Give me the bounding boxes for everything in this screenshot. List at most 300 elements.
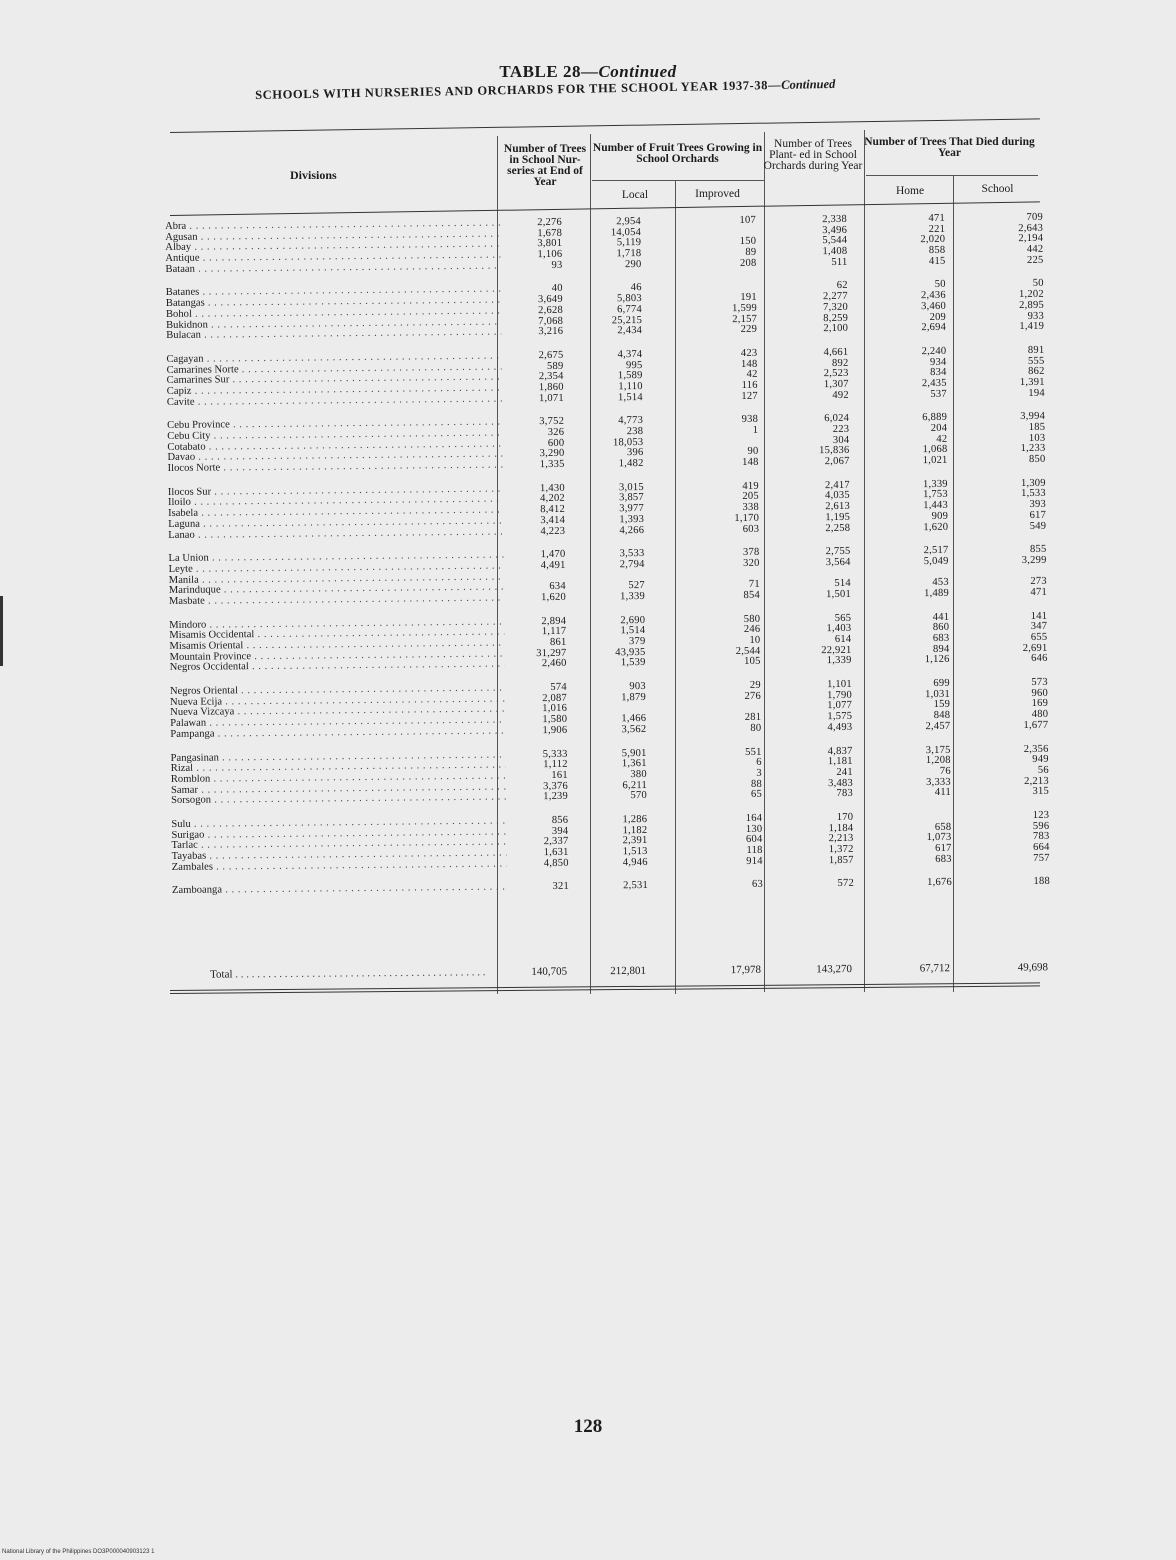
table-title [0,62,1176,82]
cell-improved: 938 [741,414,759,426]
cell-school: 141 [1030,610,1048,622]
cell-improved [678,702,761,703]
cell-planted: 2,613 [825,500,851,513]
cell-improved: 107 [739,214,757,226]
row-group [166,346,1047,409]
cell-school: 169 [1031,698,1049,710]
cell-local: 1,514 [617,391,643,403]
cell-home: 415 [928,255,946,267]
cell-improved: 2,157 [732,313,758,325]
cell-planted: 2,213 [828,833,854,845]
cell-planted: 892 [831,357,849,369]
cell-home [869,567,949,568]
row-group [168,545,1049,608]
total-died-school: 49,698 [1017,961,1049,974]
cell-home: 1,620 [923,521,949,533]
cell-nursery: 2,354 [538,371,564,383]
cell-nursery: 1,335 [539,458,565,471]
cell-planted: 241 [836,766,853,778]
cell-school: 123 [1032,809,1050,821]
cell-improved: 164 [745,812,763,824]
cell-school: 664 [1033,841,1050,853]
cell-improved [677,569,760,570]
cell-school: 709 [1026,211,1044,223]
cell-improved: 419 [742,480,759,492]
cell-improved: 580 [743,613,761,625]
cell-nursery: 3,752 [539,416,565,428]
cell-planted: 3,564 [825,556,851,568]
cell-nursery: 1,071 [538,392,564,404]
cell-improved: 127 [741,390,758,402]
cell-improved: 1 [752,424,759,436]
cell-nursery: 321 [552,881,570,893]
cell-local: 2,954 [616,216,642,228]
cell-home: 1,339 [922,478,948,490]
division-name: Bukidnon . . . [166,317,501,331]
row-group [172,877,1052,897]
cell-local: 4,773 [618,415,644,427]
cell-home: 2,240 [921,345,947,357]
cell-planted: 1,857 [828,854,854,866]
cell-improved: 914 [746,855,763,867]
cell-improved: 191 [740,291,757,304]
cell-nursery: 3,376 [543,780,568,792]
cell-local: 1,339 [620,590,646,603]
cell-local: 1,182 [622,824,648,836]
cell-school: 2,213 [1024,775,1049,787]
cell-local: 43,935 [615,646,646,658]
cell-school: 103 [1028,432,1046,444]
division-name: Surigao . . . [171,827,506,841]
header-planted-during-year: Number of Trees Plant- ed in School Orchards during Year [763,138,863,172]
cell-planted [779,568,851,569]
header-group-rule [866,175,1038,176]
cell-nursery: 2,276 [537,216,563,229]
cell-local: 2,434 [617,325,643,337]
cell-school: 315 [1032,786,1050,798]
division-name: Cebu City . . . [167,428,502,442]
cell-nursery: 40 [551,283,563,295]
cell-school: 480 [1031,708,1049,721]
division-name: Davao . . . [167,450,502,464]
cell-nursery: 2,087 [542,692,568,704]
table-title-main: TABLE 28 [499,62,581,81]
cell-home: 50 [934,279,946,291]
cell-nursery: 600 [547,437,565,449]
cell-nursery: 634 [549,581,566,593]
cell-local: 396 [626,447,644,459]
cell-local: 1,482 [618,458,644,470]
cell-nursery: 589 [546,360,564,372]
header-died-group: Number of Trees That Died during Year [864,136,1035,159]
header-group-rule [592,180,764,181]
cell-local: 3,977 [619,503,645,515]
cell-school: 646 [1031,653,1048,665]
division-name: Leyte . . . [169,561,504,575]
cell-local: 4,266 [619,524,645,536]
division-name: Negros Occidental . . . [170,660,505,674]
table-top-rule [170,118,1040,133]
cell-school: 1,391 [1019,376,1045,388]
division-name: Lanao . . . [168,527,503,541]
cell-local: 14,054 [610,226,642,239]
cell-local: 1,718 [616,248,642,260]
division-name: Bohol . . . [166,306,501,320]
cell-improved: 116 [741,379,758,391]
cell-nursery: 1,016 [542,703,568,715]
cell-improved: 148 [741,456,759,469]
cell-planted: 1,195 [825,511,851,523]
cell-home: 617 [935,842,952,854]
cell-improved: 378 [742,546,760,559]
cell-planted: 7,320 [823,301,848,313]
division-name: Marinduque . . . [169,583,504,597]
cell-home: 5,049 [923,555,949,567]
cell-nursery: 1,906 [542,724,568,736]
cell-local: 4,374 [617,348,643,361]
cell-nursery: 1,117 [541,626,567,638]
cell-school: 2,895 [1019,299,1044,311]
cell-local: 2,690 [620,614,646,626]
cell-planted: 3,496 [822,224,848,236]
cell-local: 18,053 [612,436,644,449]
cell-local: 1,110 [618,380,643,393]
cell-home: 1,126 [924,654,950,666]
cell-school: 596 [1032,820,1050,832]
division-name: La Union . . . [168,551,503,565]
cell-nursery: 1,860 [538,381,564,394]
cell-planted: 1,403 [826,623,852,635]
cell-nursery: 2,675 [538,349,564,361]
division-name: Isabela . . . [168,506,503,520]
cell-school: 783 [1032,831,1050,843]
cell-local: 5,803 [616,293,642,305]
cell-improved: 150 [739,236,757,248]
table-title-dash: — [580,62,599,81]
cell-improved: 2,544 [735,645,761,657]
cell-home: 221 [928,223,946,235]
division-name: Pampanga . . . [170,726,505,740]
cell-local: 570 [630,790,648,802]
cell-home: 209 [929,311,947,323]
cell-local: 1,589 [617,370,643,382]
total-local: 212,801 [610,964,647,978]
division-name: Bataan . . . [165,261,500,275]
cell-planted: 1,339 [826,655,852,667]
division-name: Mountain Province . . . [170,649,505,663]
cell-home: 683 [935,853,952,865]
cell-home: 204 [930,422,948,434]
cell-improved: 205 [742,491,759,503]
cell-nursery: 1,430 [539,482,565,494]
cell-improved: 551 [745,746,762,758]
cell-local: 995 [625,359,643,371]
cell-local: 2,531 [623,880,649,892]
division-name: Camarines Sur . . . [167,373,502,387]
cell-school: 850 [1028,453,1046,466]
cell-planted: 1,077 [827,700,853,712]
cell-local: 1,879 [621,691,647,703]
cell-improved: 90 [747,446,759,458]
total-died-home: 67,712 [919,962,951,975]
division-name: Masbate . . . [169,593,504,607]
cell-local: 5,901 [621,747,647,759]
cell-local: 25,215 [611,314,643,326]
header-home: Home [895,185,925,197]
cell-planted: 1,790 [827,689,853,701]
cell-improved: 603 [742,523,760,535]
cell-nursery: 1,106 [537,248,563,261]
cell-planted: 614 [834,633,852,646]
cell-improved: 105 [744,656,761,668]
cell-improved: 130 [745,823,763,835]
cell-nursery: 5,333 [542,748,568,760]
division-name: Abra . . . [165,218,500,232]
cell-improved [673,226,756,227]
cell-local: 238 [626,426,644,438]
division-name: Negros Oriental . . . [170,684,505,698]
cell-home: 3,460 [921,300,946,312]
cell-local [588,703,646,704]
table-subtitle-continued: Continued [781,76,836,92]
division-name: Sulu . . . [171,816,506,830]
cell-school: 2,356 [1023,743,1049,755]
division-name: Cotabato . . . [167,439,502,453]
cell-school: 655 [1030,631,1048,643]
cell-planted: 2,258 [825,522,851,534]
cell-planted: 1,181 [827,756,853,768]
cell-school: 56 [1037,764,1049,776]
cell-local: 6,774 [617,303,642,316]
cell-planted: 514 [834,578,851,590]
cell-school: 855 [1029,543,1047,556]
cell-planted: 223 [832,423,850,436]
cell-nursery: 2,460 [541,658,567,670]
cell-improved: 80 [750,722,762,734]
cell-local: 1,393 [619,513,645,526]
division-name: Bulacan . . . [166,328,501,342]
cell-school: 949 [1032,753,1049,766]
cell-planted: 4,837 [827,745,853,757]
cell-nursery: 1,580 [542,713,568,726]
cell-home: 2,457 [925,720,951,732]
cell-improved: 10 [749,634,761,646]
cell-improved: 1,599 [732,302,757,314]
cell-improved: 1,170 [734,512,760,524]
cell-improved: 854 [743,589,760,601]
cell-home: 1,208 [925,754,951,767]
row-group [167,412,1048,475]
cell-planted: 2,523 [823,368,849,380]
cell-school: 555 [1027,355,1045,367]
cell-nursery: 861 [549,636,567,648]
cell-planted: 3,483 [828,777,853,789]
cell-improved [674,282,757,283]
cell-home: 411 [934,787,952,799]
cell-school: 1,309 [1020,477,1046,489]
cell-home: 894 [932,643,950,655]
cell-local: 903 [629,681,646,693]
cell-nursery: 2,337 [543,836,569,848]
division-name: Capiz . . . [167,383,502,397]
cell-local: 4,946 [622,856,648,868]
division-name: Agusan . . . [165,229,500,243]
cell-home: 2,020 [920,234,946,246]
header-fruit-trees-group: Number of Fruit Trees Growing in School Orchards [592,142,763,165]
division-name: Laguna . . . [168,516,503,530]
cell-local: 46 [630,282,642,294]
header-nursery-trees: Number of Trees in School Nur- series at End of Year [503,143,587,188]
cell-planted: 2,067 [824,455,850,468]
total-label: Total . . . [210,966,500,981]
division-name: Rizal . . . [171,761,506,775]
cell-local: 6,211 [622,779,647,791]
cell-planted: 1,184 [828,822,854,834]
cell-improved: 246 [743,624,761,636]
cell-home: 471 [928,212,946,225]
cell-school: 194 [1028,387,1045,399]
cell-local: 2,794 [619,558,645,571]
cell-home: 2,436 [920,289,946,302]
cell-school: 933 [1027,310,1045,322]
cell-home: 537 [930,388,947,400]
division-name: Cebu Province . . . [167,418,502,432]
cell-planted: 1,307 [823,378,849,391]
cell-improved: 118 [746,844,763,856]
cell-school: 1,202 [1018,288,1044,301]
cell-planted: 511 [831,256,848,268]
cell-nursery: 326 [547,426,565,439]
row-group [171,744,1052,807]
cell-improved: 65 [750,789,763,801]
cell-improved: 63 [751,879,764,891]
division-name: Cavite . . . [167,394,502,408]
cell-nursery: 1,112 [543,759,568,771]
cell-planted: 4,035 [825,490,850,502]
cell-home [871,812,951,813]
cell-nursery: 3,801 [537,238,563,250]
table-title-continued: Continued [598,62,677,81]
cell-home: 909 [931,510,949,522]
cell-planted: 492 [832,389,849,401]
cell-nursery: 8,412 [540,503,566,516]
footer-credit: National Library of the Philippines DO3P000040903123 1 [2,1549,155,1555]
cell-nursery: 93 [551,259,563,271]
row-group [168,479,1049,542]
cell-home: 1,443 [923,499,949,512]
division-name: Ilocos Sur . . . [168,484,503,498]
cell-home: 858 [928,244,946,257]
row-group [165,213,1046,276]
cell-school: 757 [1033,852,1050,864]
division-name: Camarines Norte . . . [167,362,502,376]
cell-improved: 71 [748,579,760,591]
table-row [172,877,1052,897]
cell-nursery: 3,414 [540,514,566,526]
cell-school: 2,194 [1018,233,1044,245]
cell-school: 2,691 [1022,642,1048,654]
cell-improved: 208 [739,257,757,269]
division-name: Mindoro . . . [169,617,504,631]
cell-planted: 565 [834,612,852,624]
division-name: Sorsogon . . . [171,793,506,807]
division-name: Tarlac . . . [171,838,506,852]
cell-planted: 1,408 [822,245,848,258]
cell-improved: 3 [756,767,762,779]
header-school: School [981,183,1014,195]
cell-school: 185 [1028,421,1046,433]
division-name: Nueva Ecija . . . [170,694,505,708]
cell-local: 2,391 [622,835,648,847]
cell-home: 860 [932,622,950,634]
cell-school: 347 [1030,621,1048,633]
cell-planted: 22,921 [821,644,852,656]
cell-school: 2,643 [1018,222,1044,234]
cell-home: 834 [930,367,947,379]
cell-planted: 170 [836,811,854,823]
cell-local: 380 [630,768,647,781]
cell-school: 573 [1031,676,1048,689]
table-subtitle-dash: — [767,77,782,93]
cell-home: 1,068 [922,444,948,456]
division-name: Manila . . . [169,572,504,586]
cell-improved: 229 [740,323,758,336]
division-name: Tayabas . . . [172,848,507,862]
cell-nursery: 1,239 [543,791,569,803]
cell-nursery: 31,297 [536,647,567,659]
cell-local: 3,015 [618,481,644,494]
cell-planted: 1,372 [828,843,854,856]
cell-local: 290 [624,258,642,270]
cell-school: 617 [1029,509,1047,521]
cell-home: 1,753 [922,489,948,501]
cell-school: 1,419 [1019,320,1045,333]
cell-planted: 1,101 [826,678,852,691]
cell-local: 1,514 [620,625,646,637]
cell-planted: 2,417 [824,479,850,491]
cell-home: 1,073 [926,832,952,844]
cell-school: 393 [1029,498,1047,511]
cell-nursery: 1,631 [543,846,569,859]
cell-home: 1,031 [925,688,951,700]
total-improved: 17,978 [730,963,762,977]
cell-school: 1,233 [1020,443,1046,455]
cell-local: 3,857 [619,492,644,504]
division-name: Batangas . . . [166,296,501,310]
division-name: Romblon . . . [171,771,506,785]
cell-home: 6,889 [922,412,948,424]
row-group [170,678,1051,741]
cell-home: 2,694 [921,322,947,334]
cell-school: 50 [1032,278,1044,290]
header-improved: Improved [695,188,740,200]
cell-improved: 88 [750,778,762,790]
cell-nursery: 574 [550,681,567,694]
cell-nursery: 3,290 [539,448,565,460]
cell-local: 1,539 [620,657,646,669]
total-planted: 143,270 [816,963,853,976]
cell-home: 848 [933,709,951,722]
table-body [165,213,1052,910]
cell-school [949,566,1047,567]
cell-local: 1,286 [622,813,648,826]
cell-planted: 8,259 [823,312,849,324]
cell-planted: 304 [832,434,850,446]
cell-improved: 338 [742,501,760,514]
cell-nursery: 1,470 [540,549,566,561]
cell-nursery: 1,678 [537,227,563,239]
cell-local: 1,513 [622,845,648,858]
